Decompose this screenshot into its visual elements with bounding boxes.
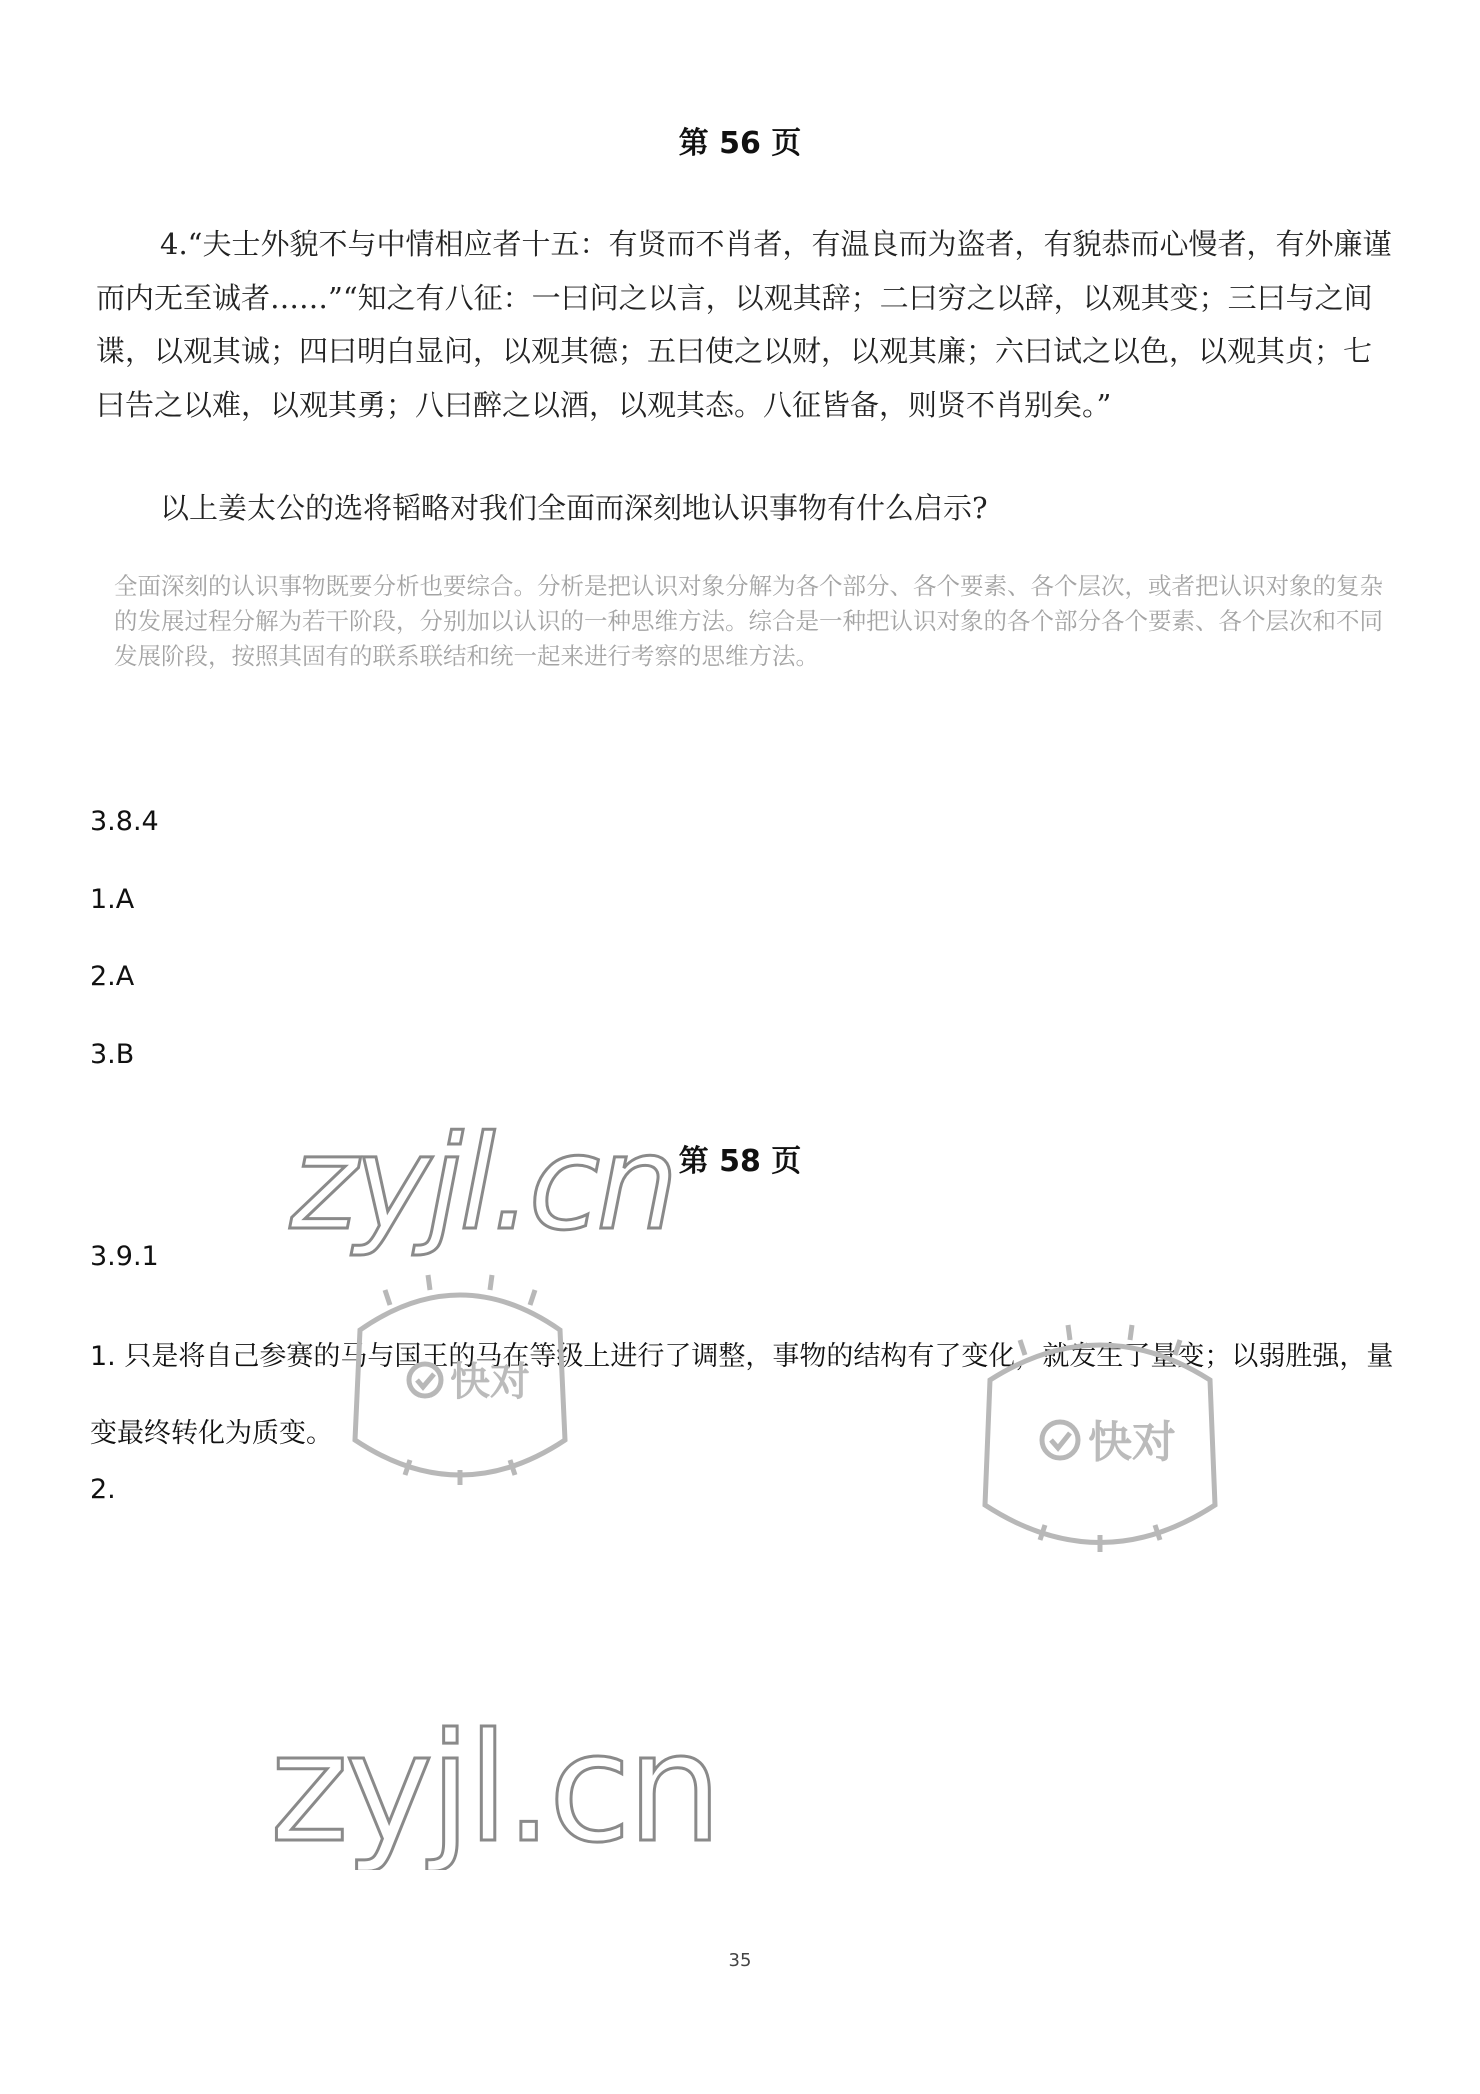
answer-3-9-1-item-1: 1. 只是将自己参赛的马与国王的马在等级上进行了调整，事物的结构有了变化，就发生了量变；以弱胜强，量变最终转化为质变。 bbox=[90, 1341, 1394, 1449]
site-watermark-upper bbox=[280, 1110, 760, 1260]
page-heading-58: 第 58 页 bbox=[678, 1144, 802, 1179]
analysis-text: 全面深刻的认识事物既要分析也要综合。分析是把认识对象分解为各个部分、各个要素、各个层次，或者把认识对象的复杂的发展过程分解为若干阶段，分别加以认识的一种思维方法。综合是一种把认识对象的各个部分各个要素、各个层次和不同发展阶段，按照其固有的联系联结和统一起来进行考察的思维方法。 bbox=[114, 572, 1383, 670]
answer-item-1: 1.A bbox=[90, 884, 135, 915]
section-3-8-4-label: 3.8.4 bbox=[90, 806, 159, 837]
svg-text:zyjl.cn: zyjl.cn bbox=[290, 1110, 675, 1259]
answer-item-2: 2.A bbox=[90, 961, 135, 992]
svg-text:快对: 快对 bbox=[450, 1359, 530, 1405]
page-heading-56: 第 56 页 bbox=[678, 126, 802, 161]
site-watermark-lower bbox=[260, 1700, 820, 1870]
page-number: 35 bbox=[728, 1950, 752, 1971]
svg-text:zyjl.cn: zyjl.cn bbox=[270, 1702, 719, 1870]
answer-item-3: 3.B bbox=[90, 1039, 135, 1070]
svg-text:快对: 快对 bbox=[1088, 1417, 1176, 1468]
question-4-text: 4.“夫士外貌不与中情相应者十五：有贤而不肖者，有温良而为盗者，有貌恭而心慢者，有外廉谨而内无至诚者……”“知之有八征：一曰问之以言，以观其辞；二曰穷之以辞，以观其变；三曰与之间谍，以观其诚；四曰明白显问，以观其德；五曰使之以财，以观其廉；六曰试之以色，以观其贞；七曰告之以难，以观其勇；八曰醉之以酒，以观其态。八征皆备，则贤不肖别矣。” bbox=[96, 227, 1392, 422]
section-3-9-1-label: 3.9.1 bbox=[90, 1241, 159, 1272]
question-4-prompt: 以上姜太公的选将韬略对我们全面而深刻地认识事物有什么启示? bbox=[160, 491, 988, 525]
answer-3-9-1-item-2: 2. bbox=[90, 1474, 116, 1505]
